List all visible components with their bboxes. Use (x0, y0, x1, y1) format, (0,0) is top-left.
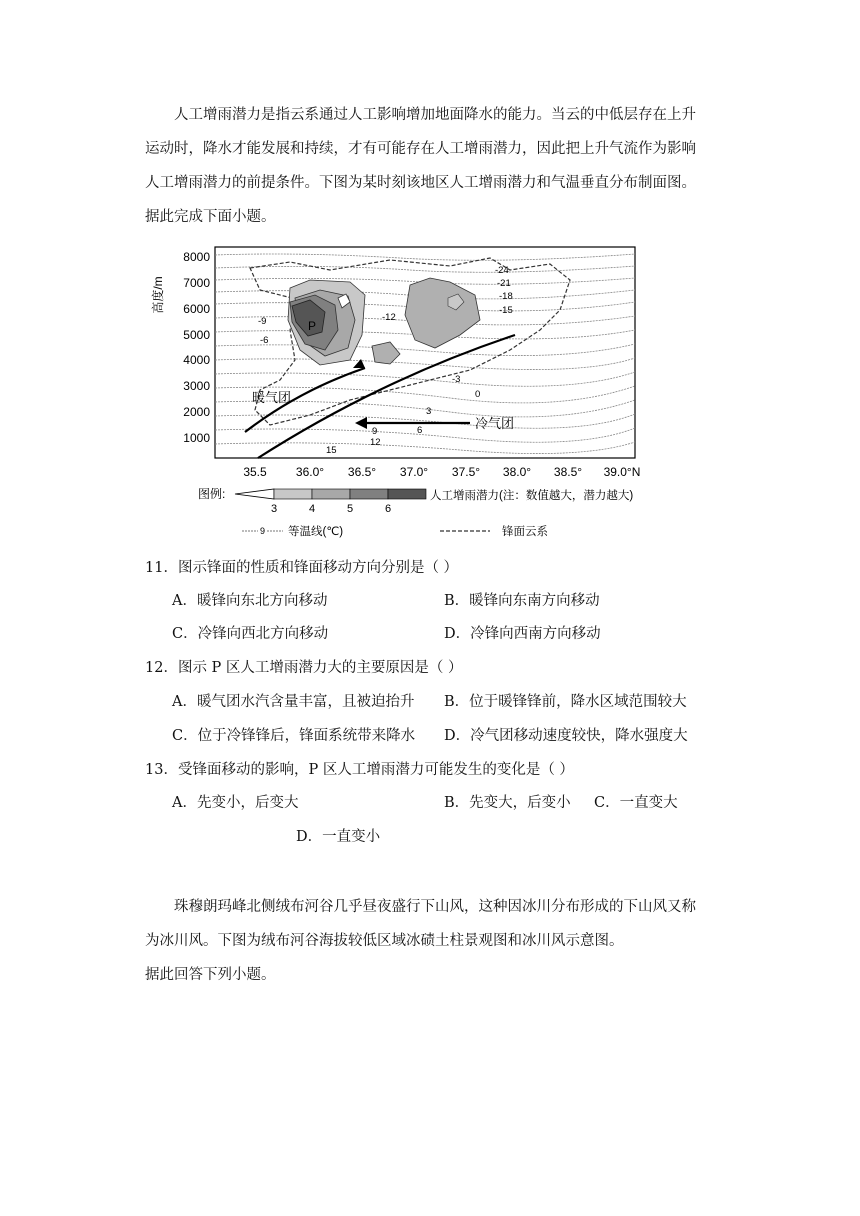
isotherm-label: -6 (260, 335, 269, 346)
y-tick: 6000 (183, 302, 210, 316)
q13-option-d: D．一直变小 (296, 829, 381, 845)
y-tick: 4000 (183, 353, 210, 367)
x-tick: 36.5° (347, 465, 377, 479)
isotherm-label: -3 (452, 374, 461, 385)
isotherm-legend-sample: 9 (260, 526, 266, 536)
legend-wedge (235, 489, 274, 499)
isotherm-label: 3 (426, 406, 432, 417)
legend-scale-label: 5 (346, 503, 354, 515)
cross-section-diagram (150, 240, 670, 540)
isotherm-label: 0 (475, 389, 481, 400)
question-11-stem: 11．图示锋面的性质和锋面移动方向分别是（ ） (145, 560, 459, 576)
y-tick: 1000 (183, 431, 210, 445)
warm-mass-label: 暖气团 (252, 390, 292, 405)
isotherm-label: -9 (258, 316, 267, 327)
legend-swatch-3 (274, 489, 312, 499)
intro-line-2: 运动时，降水才能发展和持续，才有可能存在人工增雨潜力，因此把上升气流作为影响 (145, 141, 696, 157)
isotherm-legend-label: 等温线(℃) (288, 526, 344, 538)
legend-scale-label: 4 (308, 503, 316, 515)
isotherm-label: -15 (499, 305, 513, 316)
intro-line-4: 据此完成下面小题。 (145, 209, 276, 225)
x-tick: 36.0° (295, 465, 325, 479)
isotherm-label: -21 (497, 278, 511, 289)
legend-swatch-5 (350, 489, 388, 499)
legend-scale-label: 3 (270, 503, 278, 515)
x-tick: 37.0° (399, 465, 429, 479)
intro-paragraph (145, 98, 725, 234)
q12-option-a: A．暖气团水汽含量丰富，且被迫抬升 (172, 694, 415, 710)
y-tick: 7000 (183, 276, 210, 290)
y-tick: 3000 (183, 379, 210, 393)
legend-scale-label: 6 (384, 503, 392, 515)
q11-option-c: C．冷锋向西北方向移动 (172, 626, 329, 642)
legend-title: 图例: (198, 487, 226, 501)
q11-option-b: B．暖锋向东南方向移动 (444, 593, 600, 609)
x-tick: 37.5° (451, 465, 481, 479)
cross-section-figure (150, 240, 670, 540)
x-tick: 38.0° (502, 465, 532, 479)
y-tick: 8000 (183, 250, 210, 264)
y-tick: 2000 (183, 405, 210, 419)
isotherm-label: -18 (499, 291, 513, 302)
isotherm-label: -12 (382, 312, 396, 323)
isotherm-label: 9 (372, 426, 378, 437)
front-cloud-legend-label: 锋面云系 (502, 526, 548, 538)
q12-option-b: B．位于暖锋锋前，降水区域范围较大 (444, 694, 687, 710)
plot-frame (215, 247, 635, 458)
q11-option-d: D．冷锋向西南方向移动 (444, 626, 601, 642)
intro-line-1: 人工增雨潜力是指云系通过人工影响增加地面降水的能力。当云的中低层存在上升 (174, 107, 696, 123)
x-tick: 39.0°N (603, 465, 641, 479)
legend-potential-desc: 人工增雨潜力(注：数值越大，潜力越大) (430, 490, 634, 502)
isotherm-label: 15 (326, 445, 337, 456)
question-12-stem: 12．图示 P 区人工增雨潜力大的主要原因是（ ） (145, 660, 463, 676)
passage-2-line-1: 珠穆朗玛峰北侧绒布河谷几乎昼夜盛行下山风，这种因冰川分布形成的下山风又称 (174, 899, 696, 915)
q11-option-a: A．暖锋向东北方向移动 (172, 593, 328, 609)
q13-option-b: B．先变大，后变小 (444, 795, 571, 811)
legend-swatch-4 (312, 489, 350, 499)
question-13-stem: 13．受锋面移动的影响，P 区人工增雨潜力可能发生的变化是（ ） (145, 762, 574, 778)
passage-2 (145, 890, 725, 992)
isotherm-label: 6 (417, 425, 423, 436)
q13-option-a: A．先变小，后变大 (172, 795, 299, 811)
x-tick: 38.5° (553, 465, 583, 479)
isotherm-label: 12 (370, 437, 381, 448)
y-axis-label: 高度/m (151, 276, 165, 314)
cold-mass-label: 冷气团 (475, 416, 515, 431)
intro-line-3: 人工增雨潜力的前提条件。下图为某时刻该地区人工增雨潜力和气温垂直分布制面图。 (145, 175, 696, 191)
legend-swatch-6 (388, 489, 426, 499)
x-tick: 35.5 (243, 465, 267, 479)
q13-option-c: C．一直变大 (594, 795, 678, 811)
q12-option-c: C．位于冷锋锋后，锋面系统带来降水 (172, 728, 416, 744)
isotherm-label: -24 (495, 265, 509, 276)
passage-2-line-3: 据此回答下列小题。 (145, 967, 276, 983)
passage-2-line-2: 为冰川风。下图为绒布河谷海拔较低区域冰碛土柱景观图和冰川风示意图。 (145, 933, 624, 949)
y-tick: 5000 (183, 328, 210, 342)
point-p-label: P (308, 319, 317, 333)
q12-option-d: D．冷气团移动速度较快，降水强度大 (444, 728, 688, 744)
